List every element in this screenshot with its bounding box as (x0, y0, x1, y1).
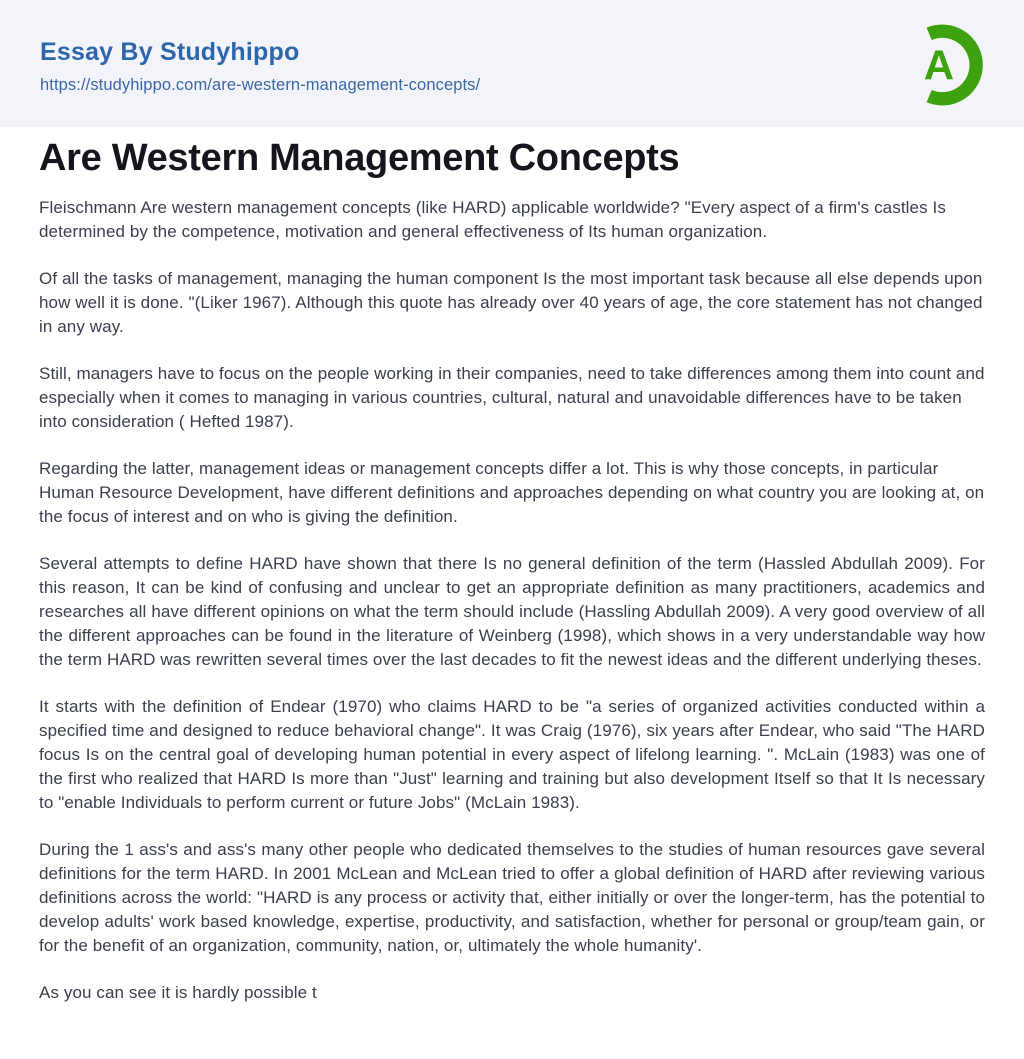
studyhippo-logo (902, 24, 984, 106)
studyhippo-a-icon (902, 24, 984, 106)
site-title: Essay By Studyhippo (40, 38, 300, 66)
page-header (0, 0, 1024, 127)
essay-paragraph: Still, managers have to focus on the people working in their companies, need to take differences among them into count and especially when it comes to managing in various countries, cultural, natural and unavoidable differences have to be taken into consideration ( Hefted 1987). (39, 363, 985, 431)
header-text-block (40, 32, 480, 95)
essay-content (0, 127, 1024, 1045)
essay-paragraph: It starts with the definition of Endear (1970) who claims HARD to be "a series of organized activities conducted within a specified time and designed to reduce behavioral change". It was Craig (1976), six years after Endear, who said "The HARD focus Is on the central goal of developing human potential in every aspect of lifelong learning. ". McLain (1983) was one of the first who realized that HARD Is more than "Just" learning and training but also development Itself so that It Is necessary to "enable Individuals to perform current or future Jobs" (McLain 1983). (39, 696, 985, 812)
essay-paragraph: As you can see it is hardly possible t (39, 982, 317, 1002)
essay-paragraph: Of all the tasks of management, managing the human component Is the most important task because all else depends upon how well it is done. "(Liker 1967). Although this quote has already over 40 years of age, the core statement has not changed in any way. (39, 268, 983, 336)
essay-paragraph: Regarding the latter, management ideas or management concepts differ a lot. This is why those concepts, in particular Human Resource Development, have different definitions and approaches depending on what country you are looking at, on the focus of interest and on who is giving the definition. (39, 458, 985, 526)
essay-paragraph: Fleischmann Are western management concepts (like HARD) applicable worldwide? "Every aspect of a firm's castles Is determined by the competence, motivation and general effectiveness of Its human organization. (39, 197, 946, 241)
essay-url-link[interactable]: https://studyhippo.com/are-western-management-concepts/ (40, 76, 481, 94)
essay-paragraph: During the 1 ass's and ass's many other people who dedicated themselves to the studies of human resources gave several definitions for the term HARD. In 2001 McLean and McLean tried to offer a global definition of HARD after reviewing various definitions across the world: "HARD is any process or activity that, either initially or over the longer-term, has the potential to develop adults' work based knowledge, expertise, productivity, and satisfaction, whether for personal or group/team gain, or for the benefit of an organization, community, nation, or, ultimately the whole humanity'. (39, 839, 985, 955)
logo-letter: A (923, 40, 955, 88)
essay-title: Are Western Management Concepts (39, 137, 680, 179)
essay-paragraph: Several attempts to define HARD have shown that there Is no general definition of the term (Hassled Abdullah 2009). For this reason, It can be kind of confusing and unclear to get an appropriate definition as many practitioners, academics and researches all have different opinions on what the term should include (Hassling Abdullah 2009). A very good overview of all the different approaches can be found in the literature of Weinberg (1998), which shows in a very understandable way how the term HARD was rewritten several times over the last decades to fit the newest ideas and the different underlying theses. (39, 553, 985, 669)
